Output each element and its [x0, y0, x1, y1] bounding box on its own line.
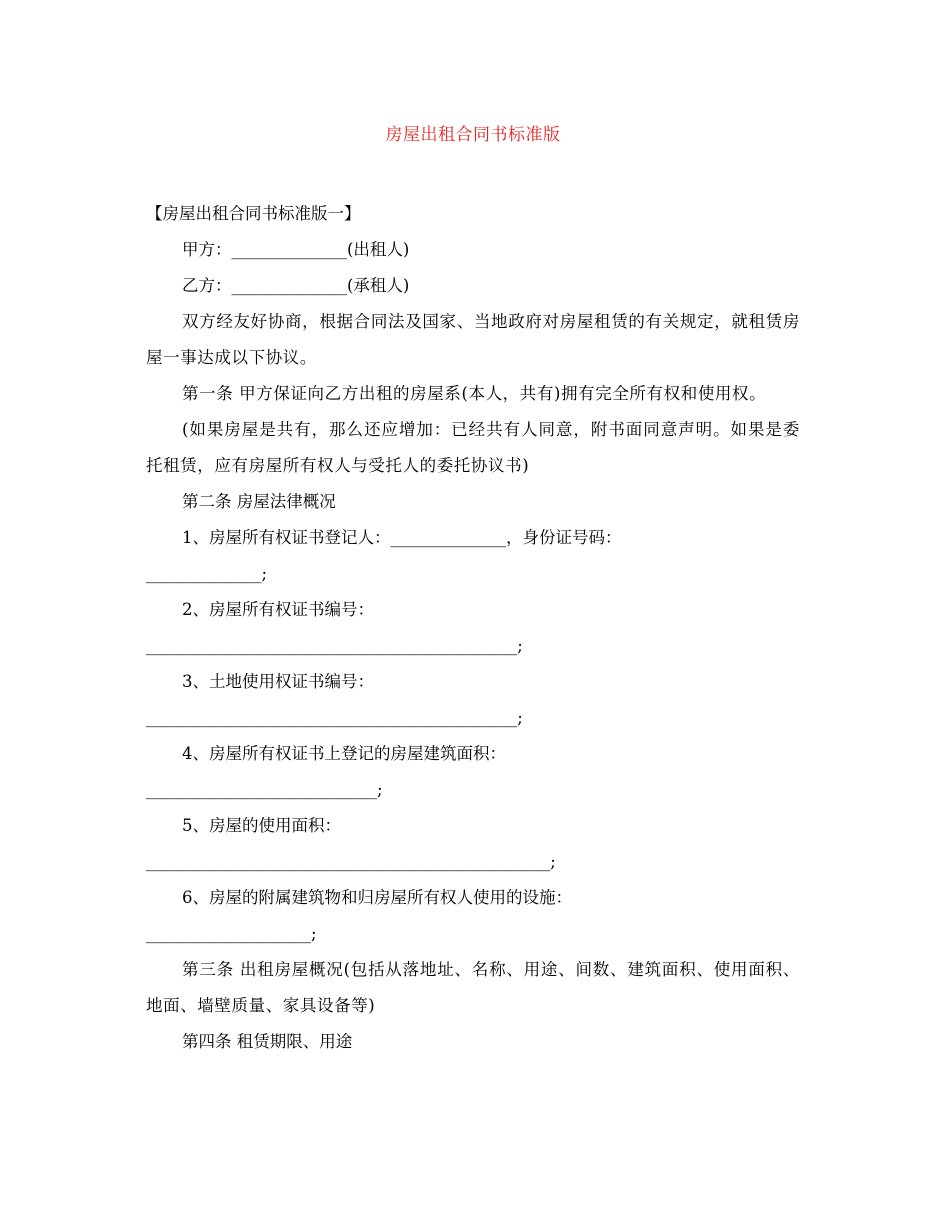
item-6-blank: ____________________;	[146, 924, 317, 943]
article-2-heading: 第二条 房屋法律概况	[182, 492, 336, 511]
item-6-line: 6、房屋的附属建筑物和归房屋所有权人使用的设施：	[182, 888, 572, 907]
item-3-line: 3、土地使用权证书编号：	[182, 672, 374, 691]
preamble-paragraph: 双方经友好协商，根据合同法及国家、当地政府对房屋租赁的有关规定，就租赁房屋一事达成以下协议。	[146, 312, 800, 367]
item-1-line: 1、房屋所有权证书登记人：______________，身份证号码：	[182, 528, 622, 547]
document-title: 房屋出租合同书标准版	[385, 125, 561, 145]
item-2-line: 2、房屋所有权证书编号：	[182, 600, 374, 619]
co-ownership-note-paragraph: (如果房屋是共有，那么还应增加：已经共有人同意，附书面同意声明。如果是委托租赁，应有房屋所有权人与受托人的委托协议书)	[146, 420, 800, 475]
item-4-line: 4、房屋所有权证书上登记的房屋建筑面积：	[182, 744, 506, 763]
item-5-blank: _________________________________________________;	[146, 852, 556, 871]
item-5-line: 5、房屋的使用面积：	[182, 816, 341, 835]
article-3-paragraph: 第三条 出租房屋概况(包括从落地址、名称、用途、间数、建筑面积、使用面积、地面、墙壁质量、家具设备等)	[146, 960, 800, 1015]
item-2-blank: _____________________________________________;	[146, 636, 523, 655]
article-4-heading: 第四条 租赁期限、用途	[182, 1032, 353, 1051]
item-3-blank: _____________________________________________;	[146, 708, 523, 727]
party-b-line: 乙方：______________(承租人)	[182, 276, 410, 295]
party-a-line: 甲方：______________(出租人)	[182, 240, 410, 259]
article-1-paragraph: 第一条 甲方保证向乙方出租的房屋系(本人，共有)拥有完全所有权和使用权。	[182, 384, 767, 403]
item-4-blank: ____________________________;	[146, 780, 383, 799]
section-heading: 【房屋出租合同书标准版一】	[146, 204, 361, 223]
item-1-blank: ______________;	[146, 564, 268, 583]
